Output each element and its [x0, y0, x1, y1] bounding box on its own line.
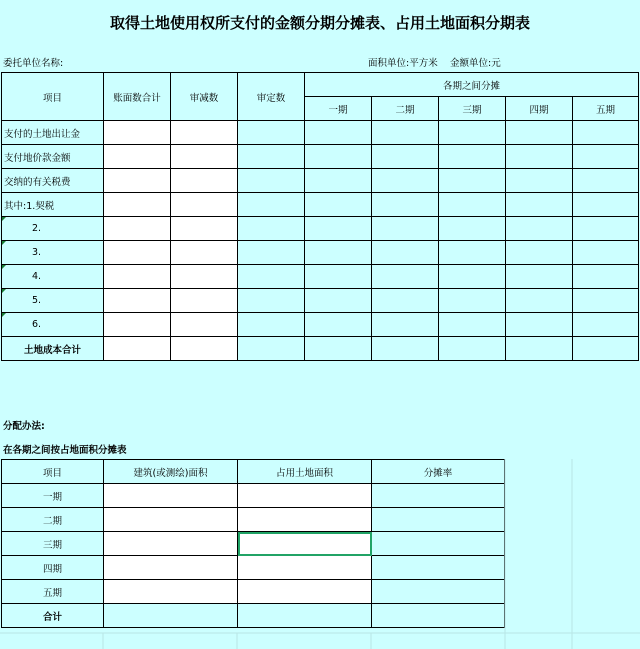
header-land-area: 占用土地面积: [238, 460, 372, 484]
table-row: [2, 508, 505, 532]
cell[interactable]: [372, 265, 439, 289]
row-label[interactable]: 4.: [2, 265, 104, 289]
header-period-5: 五期: [573, 97, 639, 121]
table-row: [2, 484, 505, 508]
cell[interactable]: [104, 193, 171, 217]
table-row: [2, 556, 505, 580]
cell[interactable]: [104, 121, 171, 145]
cell[interactable]: [171, 241, 238, 265]
header-building-area: 建筑(或测绘)面积: [104, 460, 238, 484]
table-row: [2, 145, 639, 169]
cell[interactable]: [104, 289, 171, 313]
cell[interactable]: [238, 193, 305, 217]
cell[interactable]: [104, 169, 171, 193]
cell[interactable]: [238, 556, 372, 580]
total-label[interactable]: 土地成本合计: [2, 337, 104, 361]
cell[interactable]: [439, 193, 506, 217]
row-label[interactable]: 6.: [2, 313, 104, 337]
cell[interactable]: [372, 337, 439, 361]
cell[interactable]: [372, 484, 505, 508]
cell[interactable]: [506, 145, 573, 169]
table-row: [2, 169, 639, 193]
header-period-3: 三期: [439, 97, 506, 121]
header-period-4: 四期: [506, 97, 573, 121]
cell[interactable]: [439, 217, 506, 241]
cell[interactable]: [104, 604, 238, 628]
row-label[interactable]: 三期: [2, 532, 104, 556]
land-area-allocation-table: [1, 459, 505, 628]
table-row: [2, 241, 639, 265]
cell[interactable]: [372, 313, 439, 337]
row-label[interactable]: 支付的土地出让金: [2, 121, 104, 145]
row-label[interactable]: 支付地价款金额: [2, 145, 104, 169]
cell[interactable]: [104, 265, 171, 289]
cell[interactable]: [171, 313, 238, 337]
cell[interactable]: [238, 121, 305, 145]
cell[interactable]: [171, 337, 238, 361]
cell[interactable]: [104, 556, 238, 580]
cell[interactable]: [104, 337, 171, 361]
cell[interactable]: [573, 265, 639, 289]
cell[interactable]: [104, 145, 171, 169]
row-label[interactable]: 五期: [2, 580, 104, 604]
cell[interactable]: [305, 313, 372, 337]
cell[interactable]: [104, 580, 238, 604]
cell[interactable]: [573, 217, 639, 241]
cell[interactable]: [506, 193, 573, 217]
cell[interactable]: [372, 169, 439, 193]
cell[interactable]: [573, 313, 639, 337]
cell[interactable]: [372, 193, 439, 217]
row-label[interactable]: 3.: [2, 241, 104, 265]
table-row: [2, 313, 639, 337]
cell[interactable]: [372, 508, 505, 532]
row-label[interactable]: 5.: [2, 289, 104, 313]
table-row: [2, 217, 639, 241]
cell[interactable]: [372, 217, 439, 241]
cell[interactable]: [372, 289, 439, 313]
cell[interactable]: [439, 313, 506, 337]
header-audit-adjust: 审减数: [171, 73, 238, 121]
table-row: [2, 289, 639, 313]
cell[interactable]: [305, 337, 372, 361]
header-rate: 分摊率: [372, 460, 505, 484]
cell[interactable]: [439, 337, 506, 361]
cell[interactable]: [305, 265, 372, 289]
cell[interactable]: [439, 169, 506, 193]
cell[interactable]: [506, 289, 573, 313]
table2-title: 在各期之间按占地面积分摊表: [3, 445, 127, 456]
header-item: 项目: [2, 73, 104, 121]
cell[interactable]: [238, 580, 372, 604]
table-row: [2, 265, 639, 289]
cell[interactable]: [439, 241, 506, 265]
cell[interactable]: [171, 217, 238, 241]
cell[interactable]: [372, 241, 439, 265]
row-label[interactable]: 一期: [2, 484, 104, 508]
table-row: [2, 532, 505, 556]
cell[interactable]: [171, 145, 238, 169]
cell[interactable]: [104, 217, 171, 241]
cell[interactable]: [372, 556, 505, 580]
cell[interactable]: [573, 145, 639, 169]
cell[interactable]: [238, 484, 372, 508]
cell[interactable]: [104, 313, 171, 337]
cell[interactable]: [573, 193, 639, 217]
cell[interactable]: [238, 145, 305, 169]
header-period-1: 一期: [305, 97, 372, 121]
cell[interactable]: [439, 265, 506, 289]
row-label[interactable]: 2.: [2, 217, 104, 241]
cell[interactable]: [104, 508, 238, 532]
row-label[interactable]: 其中:1.契税: [2, 193, 104, 217]
header-period-2: 二期: [372, 97, 439, 121]
cell[interactable]: [171, 169, 238, 193]
cell[interactable]: [171, 265, 238, 289]
cell[interactable]: [305, 145, 372, 169]
client-name-label: 委托单位名称:: [3, 58, 64, 69]
cell[interactable]: [372, 145, 439, 169]
cell[interactable]: [372, 121, 439, 145]
cell[interactable]: [238, 265, 305, 289]
cell[interactable]: [305, 169, 372, 193]
selected-cell[interactable]: [238, 532, 372, 556]
cell[interactable]: [238, 508, 372, 532]
cell[interactable]: [506, 265, 573, 289]
cell[interactable]: [171, 193, 238, 217]
total-row: [2, 337, 639, 361]
cell[interactable]: [171, 289, 238, 313]
header-book-total: 账面数合计: [104, 73, 171, 121]
cell[interactable]: [372, 532, 505, 556]
cell[interactable]: [372, 604, 505, 628]
cell[interactable]: [238, 217, 305, 241]
cell[interactable]: [439, 145, 506, 169]
cell[interactable]: [305, 121, 372, 145]
cell[interactable]: [573, 337, 639, 361]
cell[interactable]: [372, 580, 505, 604]
area-unit-label: 面积单位:平方米: [368, 58, 438, 69]
cell[interactable]: [104, 241, 171, 265]
cell[interactable]: [305, 241, 372, 265]
header-approved: 审定数: [238, 73, 305, 121]
row-label[interactable]: 四期: [2, 556, 104, 580]
cell[interactable]: [573, 169, 639, 193]
cell[interactable]: [506, 337, 573, 361]
cell[interactable]: [573, 289, 639, 313]
cell[interactable]: [104, 484, 238, 508]
table-row: [2, 121, 639, 145]
total-row: [2, 604, 505, 628]
header-item: 项目: [2, 460, 104, 484]
total-label[interactable]: 合计: [2, 604, 104, 628]
row-label[interactable]: 交纳的有关税费: [2, 169, 104, 193]
table-row: [2, 580, 505, 604]
cell[interactable]: [439, 121, 506, 145]
allocation-method-label: 分配办法:: [3, 421, 45, 432]
cell[interactable]: [506, 313, 573, 337]
header-periods-group: 各期之间分摊: [305, 73, 639, 97]
cell[interactable]: [305, 217, 372, 241]
cell[interactable]: [104, 532, 238, 556]
land-cost-allocation-table: [1, 72, 639, 361]
cell[interactable]: [506, 217, 573, 241]
cell[interactable]: [573, 121, 639, 145]
amount-unit-label: 金额单位:元: [450, 58, 501, 69]
cell[interactable]: [238, 289, 305, 313]
cell[interactable]: [506, 241, 573, 265]
page-title: 取得土地使用权所支付的金额分期分摊表、占用土地面积分期表: [109, 14, 530, 32]
row-label[interactable]: 二期: [2, 508, 104, 532]
cell[interactable]: [439, 289, 506, 313]
cell[interactable]: [573, 241, 639, 265]
cell[interactable]: [506, 121, 573, 145]
cell[interactable]: [305, 289, 372, 313]
cell[interactable]: [238, 241, 305, 265]
cell[interactable]: [238, 604, 372, 628]
cell[interactable]: [305, 193, 372, 217]
cell[interactable]: [506, 169, 573, 193]
table-row: [2, 193, 639, 217]
cell[interactable]: [238, 169, 305, 193]
cell[interactable]: [238, 337, 305, 361]
cell[interactable]: [171, 121, 238, 145]
cell[interactable]: [238, 313, 305, 337]
